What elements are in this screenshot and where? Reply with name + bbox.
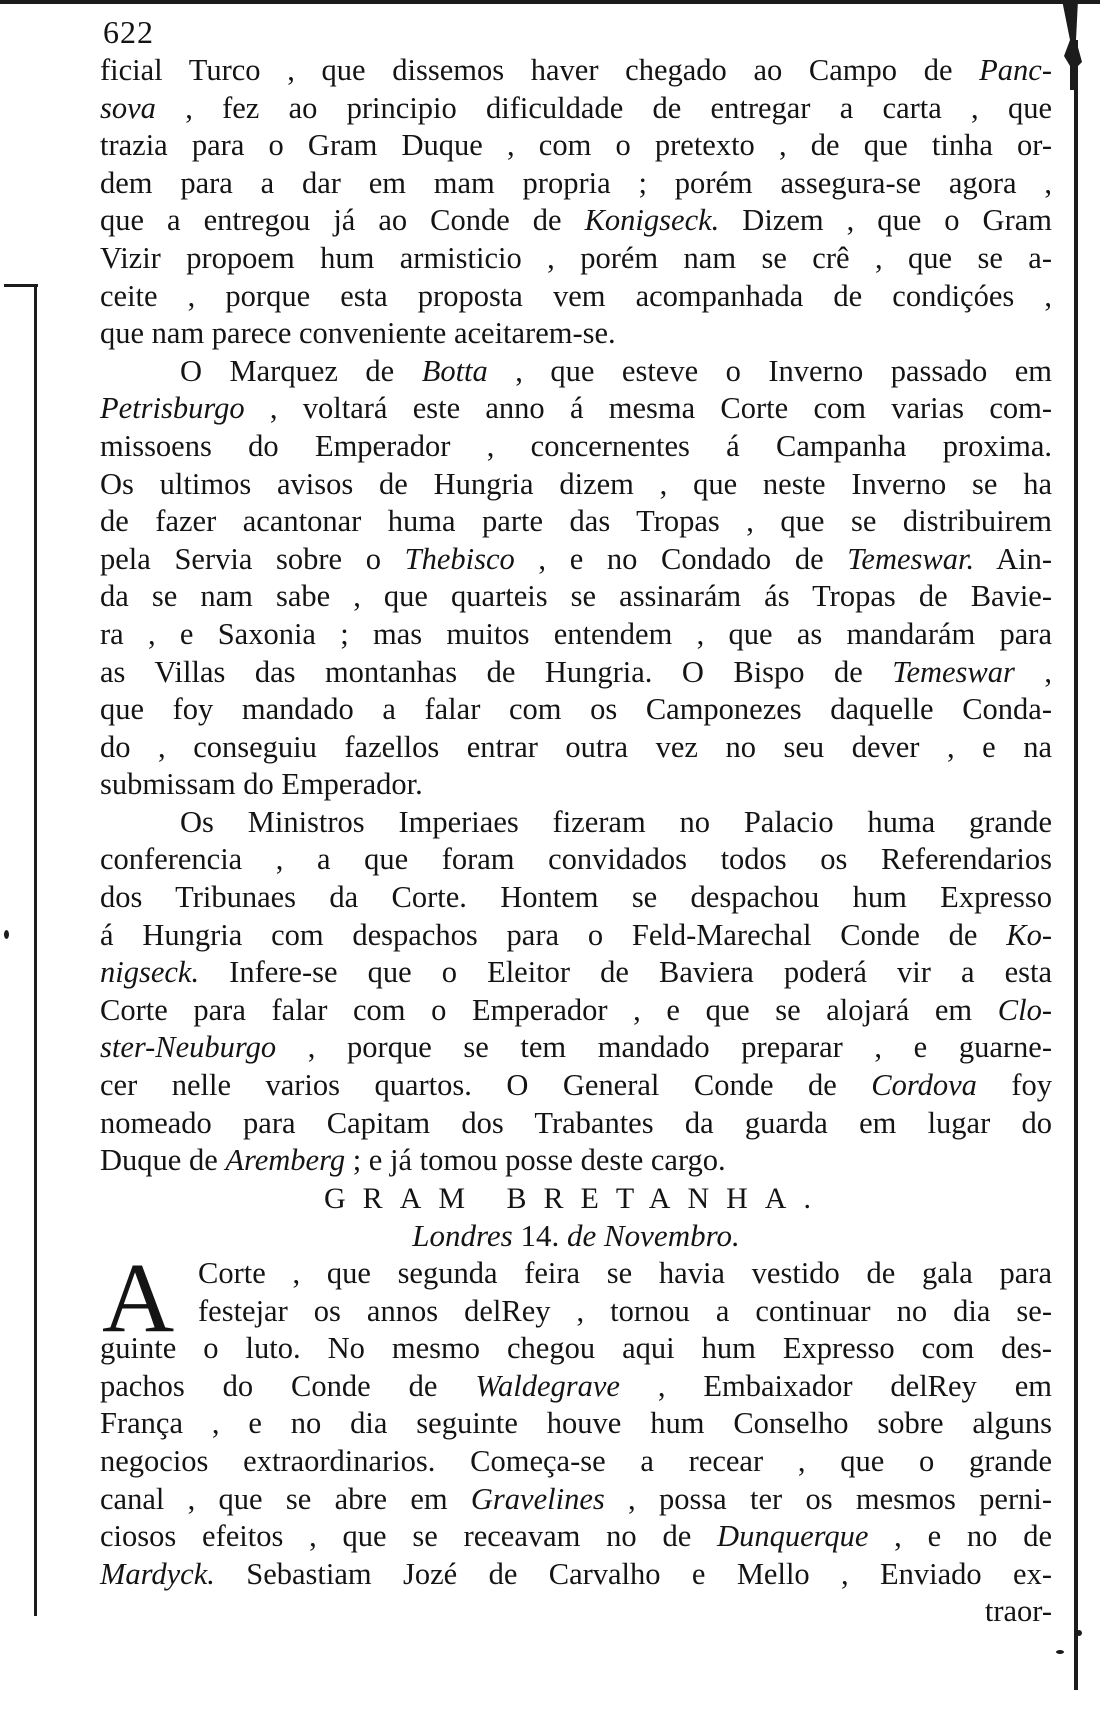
text-line: que nam parece conveniente aceitarem-se. bbox=[100, 316, 616, 351]
text-line: Os ultimos avisos de Hungria dizem , que neste Inverno se ha bbox=[100, 466, 1052, 501]
italic-run: nigseck. bbox=[100, 955, 200, 990]
text-line: Mardyck. Sebastiam Jozé de Carvalho e Mello , Enviado ex- bbox=[100, 1556, 1052, 1591]
gutter-line-left bbox=[34, 286, 37, 1616]
ink-speck bbox=[4, 930, 9, 939]
text-line: Duque de Aremberg ; e já tomou posse deste cargo. bbox=[100, 1143, 726, 1178]
italic-run: Aremberg bbox=[225, 1143, 346, 1178]
italic-run: Petrisburgo bbox=[100, 391, 245, 426]
italic-run: Temeswar bbox=[892, 654, 1015, 689]
text-line: pela Servia sobre o Thebisco , e no Condado de Temeswar. Ain- bbox=[100, 541, 1052, 576]
text-line: Os Ministros Imperiaes fizeram no Palacio huma grande bbox=[180, 804, 1052, 839]
ink-speck bbox=[1076, 1630, 1082, 1636]
italic-run: Ko- bbox=[1006, 917, 1052, 952]
gutter-line-right bbox=[1074, 40, 1078, 1690]
text-line: O Marquez de Botta , que esteve o Inverno passado em bbox=[180, 353, 1053, 388]
text-line: canal , que se abre em Gravelines , possa ter os mesmos perni- bbox=[100, 1481, 1052, 1516]
text-line: sova , fez ao principio dificuldade de entregar a carta , que bbox=[100, 90, 1052, 125]
text-line: ra , e Saxonia ; mas muitos entendem , que as mandarám para bbox=[100, 616, 1052, 651]
italic-run: Londres bbox=[412, 1218, 513, 1254]
catchword: traor- bbox=[984, 1594, 1052, 1629]
italic-run: Dunquerque bbox=[717, 1519, 869, 1554]
text-line: Vizir propoem hum armisticio , porém nam se crê , que se a- bbox=[100, 240, 1052, 275]
text-line: ficial Turco , que dissemos haver chegado ao Campo de Panc- bbox=[100, 53, 1052, 87]
text-line: trazia para o Gram Duque , com o pretexto , de que tinha or- bbox=[100, 128, 1052, 163]
page-number: 622 bbox=[103, 14, 154, 50]
italic-run: de Novembro. bbox=[566, 1218, 740, 1254]
text-line: nigseck. Infere-se que o Eleitor de Baviera poderá vir a esta bbox=[100, 955, 1052, 990]
text-line: ceite , porque esta proposta vem acompanhada de condiçóes , bbox=[100, 278, 1052, 313]
text-line: Petrisburgo , voltará este anno á mesma Corte com varias com- bbox=[100, 391, 1052, 426]
text-line: ster-Neuburgo , porque se tem mandado preparar , e guarne- bbox=[100, 1030, 1052, 1065]
text-line: cer nelle varios quartos. O General Conde de Cordova foy bbox=[100, 1068, 1052, 1103]
italic-run: sova bbox=[100, 90, 156, 125]
text-line: conferencia , a que foram convidados todos os Referendarios bbox=[100, 842, 1052, 877]
text-line: á Hungria com despachos para o Feld-Marechal Conde de Ko- bbox=[100, 917, 1052, 952]
italic-run: Clo- bbox=[997, 992, 1052, 1027]
text-line: pachos do Conde de Waldegrave , Embaixador delRey em bbox=[100, 1368, 1052, 1403]
italic-run: Gravelines bbox=[470, 1481, 605, 1516]
italic-run: Thebisco bbox=[404, 541, 515, 576]
text-line: negocios extraordinarios. Começa-se a recear , que o grande bbox=[100, 1443, 1052, 1478]
text-line: nomeado para Capitam dos Trabantes da guarda em lugar do bbox=[100, 1105, 1052, 1140]
text-line: Corte , que segunda feira se havia vestido de gala para bbox=[198, 1256, 1052, 1290]
section-heading: GRAM BRETANHA. bbox=[324, 1181, 828, 1215]
text-line: do , conseguiu fazellos entrar outra vez no seu dever , e na bbox=[100, 729, 1052, 764]
text-line: França , e no dia seguinte houve hum Conselho sobre alguns bbox=[100, 1406, 1052, 1441]
text-line: missoens do Emperador , concernentes á Campanha proxima. bbox=[100, 428, 1052, 463]
article-text bbox=[100, 52, 1052, 1631]
text-line: as Villas das montanhas de Hungria. O Bispo de Temeswar , bbox=[100, 654, 1052, 689]
scan-edge-top bbox=[0, 0, 1100, 4]
drop-cap: A bbox=[102, 1242, 175, 1353]
italic-run: ster-Neuburgo bbox=[100, 1030, 277, 1065]
text-line: dos Tribunaes da Corte. Hontem se despachou hum Expresso bbox=[100, 880, 1052, 915]
text-line: guinte o luto. No mesmo chegou aqui hum Expresso com des- bbox=[100, 1331, 1052, 1366]
ink-speck bbox=[1056, 1650, 1064, 1654]
dateline: Londres 14. de Novembro. bbox=[412, 1218, 740, 1254]
text-line: festejar os annos delRey , tornou a continuar no dia se- bbox=[198, 1293, 1052, 1328]
italic-run: Mardyck. bbox=[100, 1556, 215, 1591]
gutter-bracket-right bbox=[1058, 0, 1086, 90]
italic-run: Botta bbox=[421, 353, 488, 388]
italic-run: Waldegrave bbox=[475, 1368, 620, 1403]
text-line: ciosos efeitos , que se receavam no de Dunquerque , e no de bbox=[100, 1519, 1052, 1554]
text-line: submissam do Emperador. bbox=[100, 767, 423, 802]
italic-run: Temeswar. bbox=[847, 541, 975, 576]
text-line: que foy mandado a falar com os Camponezes daquelle Conda- bbox=[100, 692, 1052, 727]
italic-run: Panc- bbox=[979, 53, 1052, 87]
text-line: da se nam sabe , que quarteis se assinarám ás Tropas de Bavie- bbox=[100, 579, 1052, 614]
italic-run: Cordova bbox=[871, 1068, 977, 1103]
text-line: de fazer acantonar huma parte das Tropas , que se distribuirem bbox=[100, 504, 1052, 539]
italic-run: Konigseck. bbox=[584, 203, 720, 238]
text-line: dem para a dar em mam propria ; porém assegura-se agora , bbox=[100, 165, 1052, 200]
text-line: Corte para falar com o Emperador , e que se alojará em Clo- bbox=[100, 992, 1052, 1027]
gutter-mark-left bbox=[4, 284, 38, 287]
text-line: que a entregou já ao Conde de Konigseck. Dizem , que o Gram bbox=[100, 203, 1053, 238]
